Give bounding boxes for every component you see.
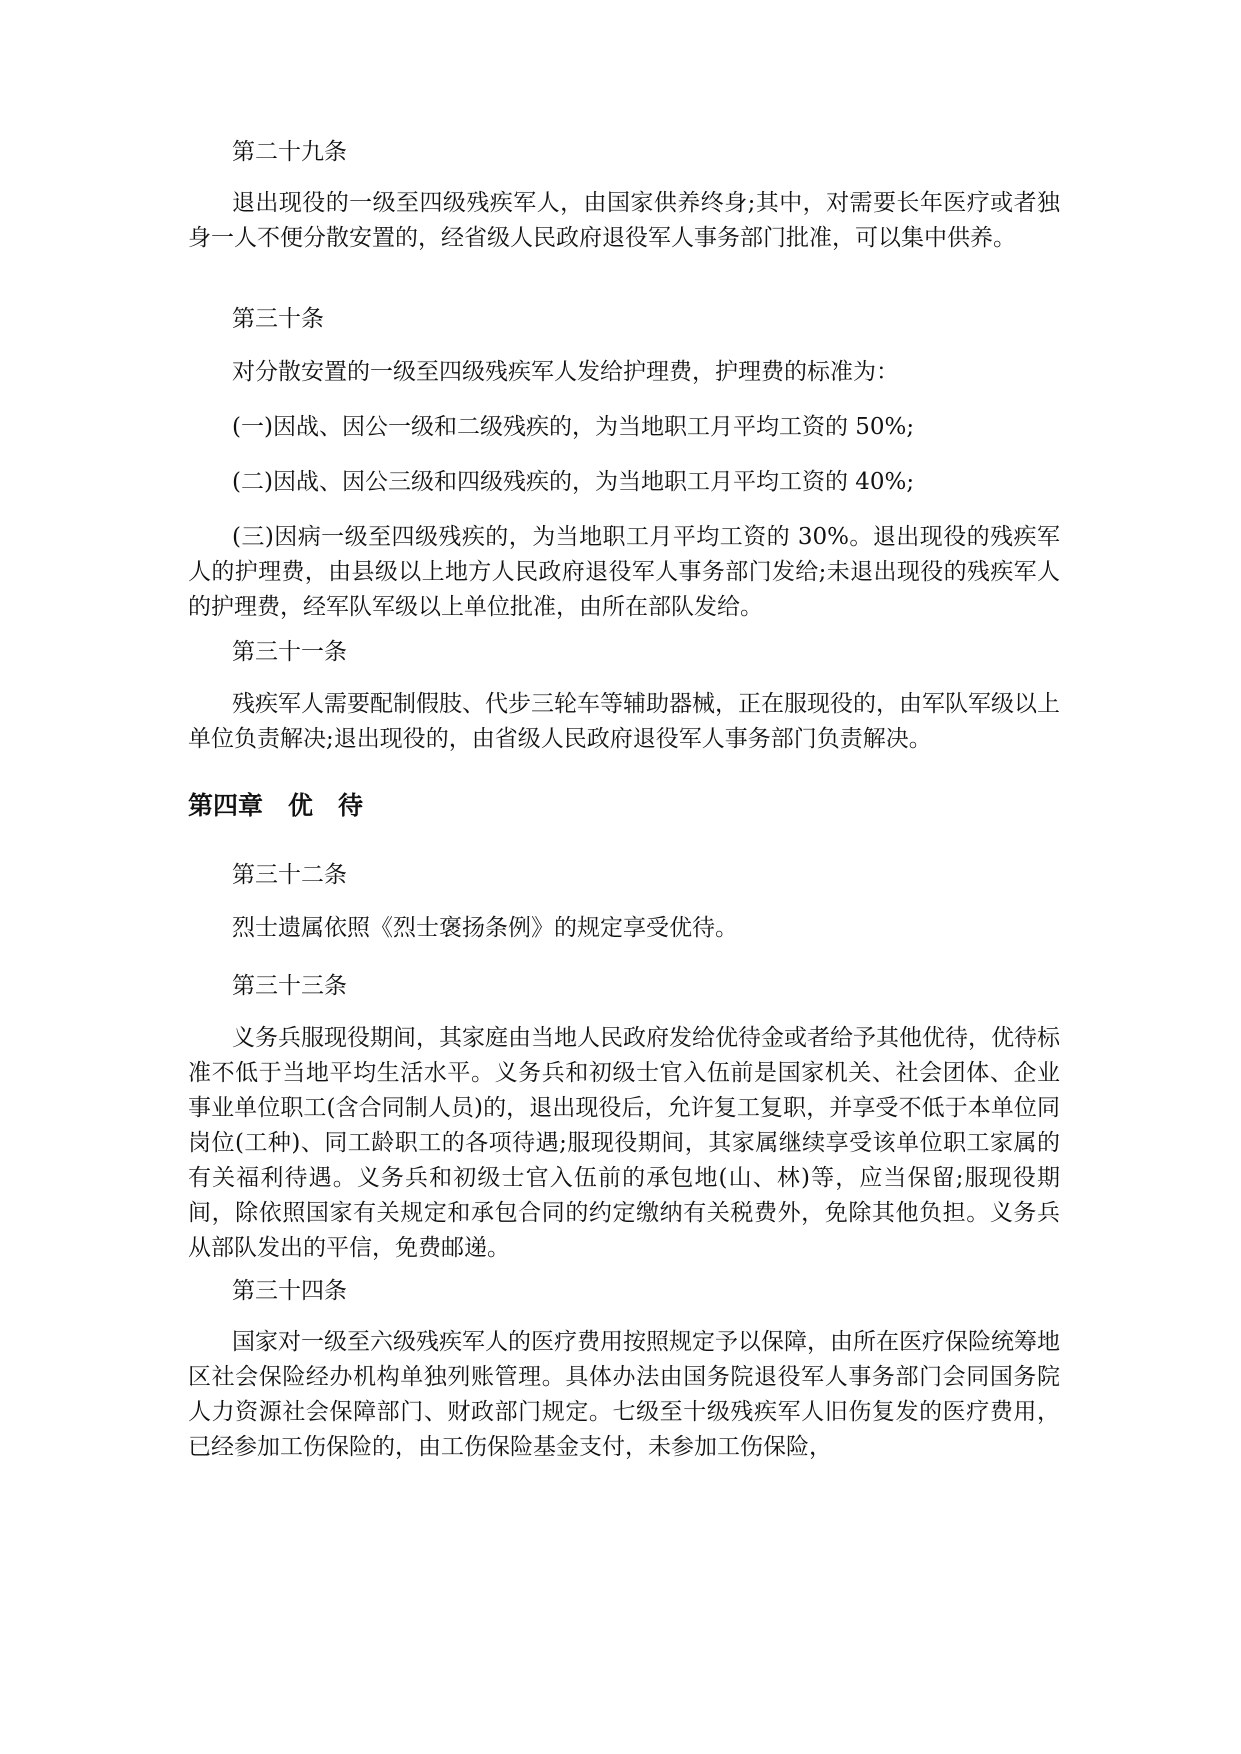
- article-34-paragraph: 国家对一级至六级残疾军人的医疗费用按照规定予以保障，由所在医疗保险统筹地区社会保险经办机构单独列账管理。具体办法由国务院退役军人事务部门会同国务院人力资源社会保障部门、财政部门规定。七级至十级残疾军人旧伤复发的医疗费用，已经参加工伤保险的，由工伤保险基金支付，未参加工伤保险，: [188, 1329, 1060, 1460]
- article-30-item-2: (二)因战、因公三级和四级残疾的，为当地职工月平均工资的 40%;: [232, 469, 915, 495]
- article-30-item-1: (一)因战、因公一级和二级残疾的，为当地职工月平均工资的 50%;: [232, 414, 915, 440]
- article-30-intro: 对分散安置的一级至四级残疾军人发给护理费，护理费的标准为：: [232, 359, 899, 385]
- article-30-item-3: (三)因病一级至四级残疾的，为当地职工月平均工资的 30%。退出现役的残疾军人的护理费，由县级以上地方人民政府退役军人事务部门发给;未退出现役的残疾军人的护理费，经军队军级以上单位批准，由所在部队发给。: [188, 524, 1060, 620]
- article-34-title: 第三十四条: [232, 1278, 347, 1304]
- article-32-title: 第三十二条: [232, 862, 347, 888]
- article-32-paragraph: 烈士遗属依照《烈士褒扬条例》的规定享受优待。: [232, 915, 738, 941]
- article-31-title: 第三十一条: [232, 639, 347, 665]
- article-33-paragraph: 义务兵服现役期间，其家庭由当地人民政府发给优待金或者给予其他优待，优待标准不低于当地平均生活水平。义务兵和初级士官入伍前是国家机关、社会团体、企业事业单位职工(含合同制人员)的，退出现役后，允许复工复职，并享受不低于本单位同岗位(工种)、同工龄职工的各项待遇;服现役期间，其家属继续享受该单位职工家属的有关福利待遇。义务兵和初级士官入伍前的承包地(山、林)等，应当保留;服现役期间，除依照国家有关规定和承包合同的约定缴纳有关税费外，免除其他负担。义务兵从部队发出的平信，免费邮递。: [188, 1025, 1060, 1261]
- article-29-title: 第二十九条: [232, 139, 347, 165]
- article-31-paragraph: 残疾军人需要配制假肢、代步三轮车等辅助器械，正在服现役的，由军队军级以上单位负责解决;退出现役的，由省级人民政府退役军人事务部门负责解决。: [188, 691, 1060, 752]
- article-29-paragraph: 退出现役的一级至四级残疾军人，由国家供养终身;其中，对需要长年医疗或者独身一人不便分散安置的，经省级人民政府退役军人事务部门批准，可以集中供养。: [188, 190, 1060, 251]
- chapter-4-heading: 第四章 优 待: [188, 791, 364, 820]
- article-30-title: 第三十条: [232, 306, 324, 332]
- article-33-title: 第三十三条: [232, 973, 347, 999]
